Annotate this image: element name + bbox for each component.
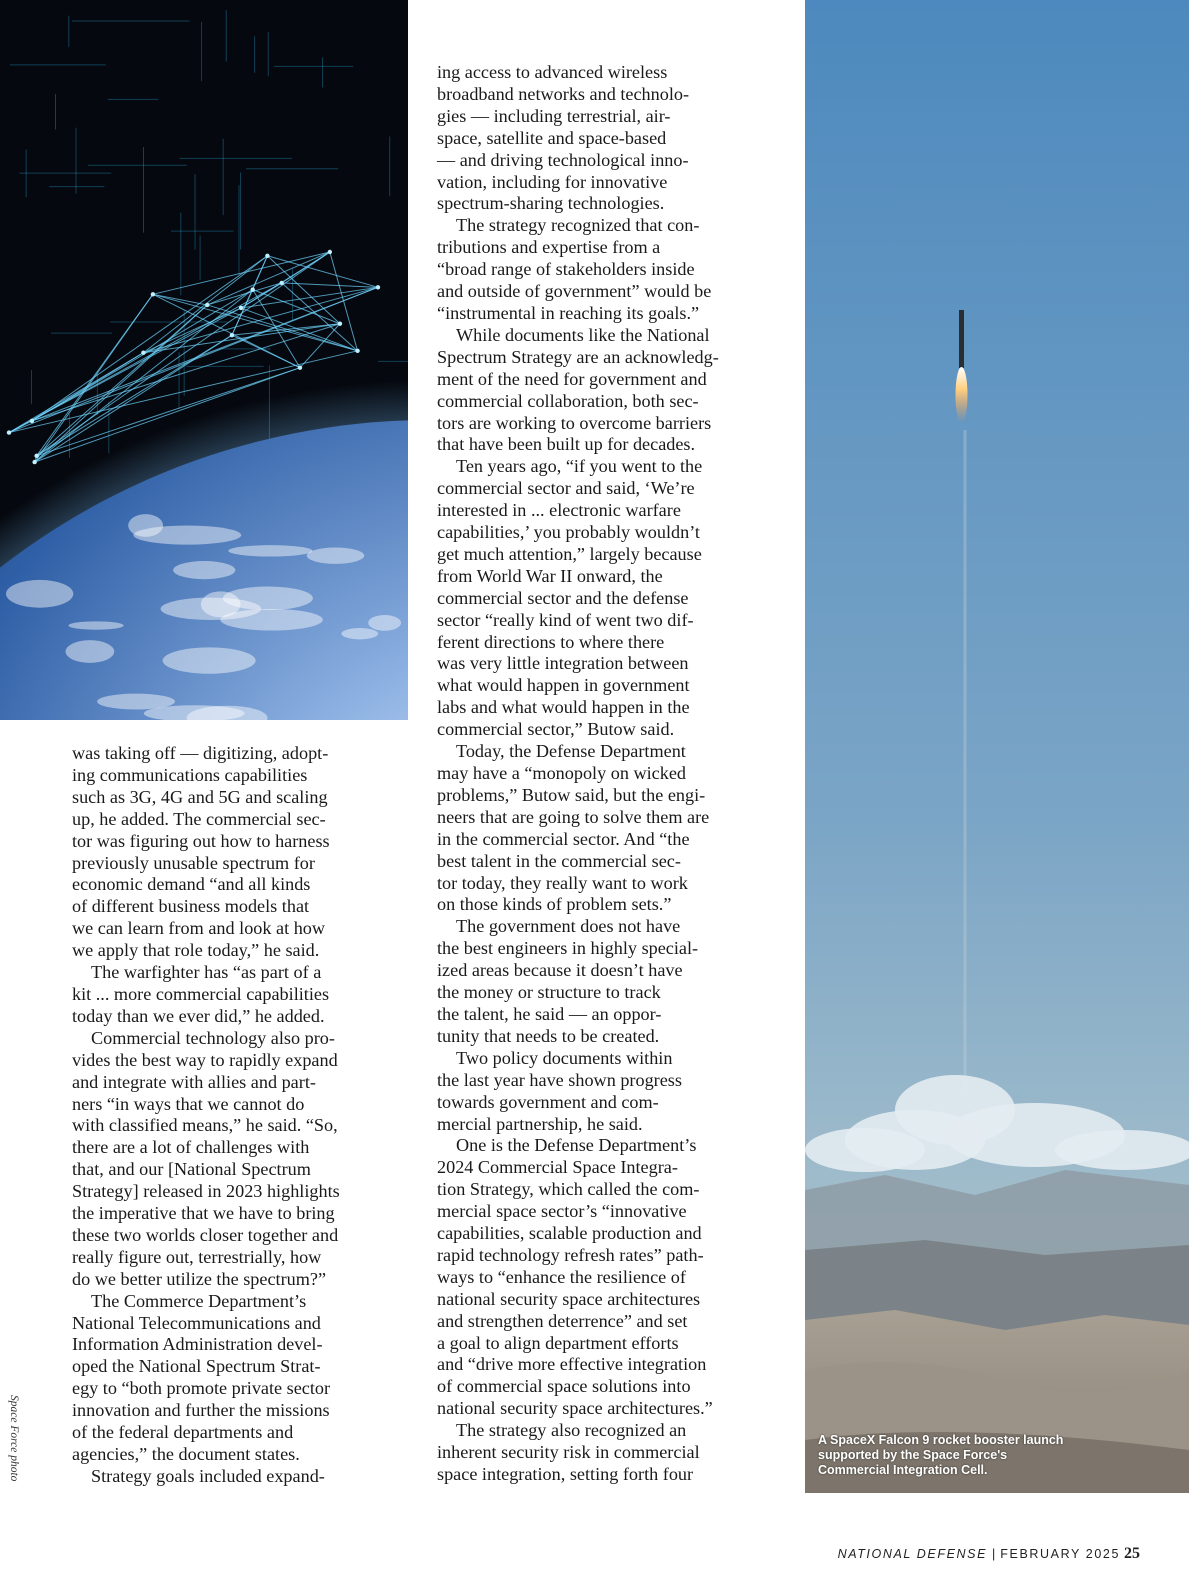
text-line: The warfighter has “as part of a <box>91 962 322 983</box>
text-line: While documents like the National <box>456 324 710 345</box>
text-line: Information Administration devel- <box>72 1334 323 1355</box>
text-line: the last year have shown progress <box>437 1069 682 1090</box>
text-line: of commercial space solutions into <box>437 1376 691 1397</box>
text-line: mercial partnership, he said. <box>437 1113 643 1134</box>
text-line: what would happen in government <box>437 675 690 696</box>
text-line: the best engineers in highly special- <box>437 938 699 959</box>
text-line: space, satellite and space-based <box>437 127 667 148</box>
rocket-launch-photo <box>805 0 1189 1493</box>
text-line: really figure out, terrestrially, how <box>72 1246 322 1267</box>
text-line: tunity that needs to be created. <box>437 1025 660 1046</box>
text-line: up, he added. The commercial sec- <box>72 808 326 829</box>
text-line: a goal to align department efforts <box>437 1332 679 1353</box>
text-line: gies — including terrestrial, air- <box>437 105 671 126</box>
text-line: tors are working to overcome barriers <box>437 412 712 433</box>
text-line: sector “really kind of went two dif- <box>437 609 694 630</box>
text-line: The strategy recognized that con- <box>456 215 700 236</box>
text-line: that, and our [National Spectrum <box>72 1159 311 1180</box>
text-line: capabilities, scalable production and <box>437 1223 702 1244</box>
text-line: “broad range of stakeholders inside <box>437 259 695 280</box>
text-line: neers that are going to solve them are <box>437 806 710 827</box>
text-line: 2024 Commercial Space Integra- <box>437 1157 678 1178</box>
text-line: tributions and expertise from a <box>437 237 661 258</box>
text-line: vides the best way to rapidly expand <box>72 1049 338 1070</box>
text-line: of the federal departments and <box>72 1422 294 1443</box>
text-line: ing access to advanced wireless <box>437 62 668 82</box>
text-line: best talent in the commercial sec- <box>437 850 681 871</box>
text-line: in the commercial sector. And “the <box>437 828 690 849</box>
text-line: spectrum-sharing technologies. <box>437 193 665 214</box>
text-line: ferent directions to where there <box>437 631 665 652</box>
text-line: get much attention,” largely because <box>437 543 702 564</box>
text-line: The strategy also recognized an <box>456 1420 687 1441</box>
text-line: may have a “monopoly on wicked <box>437 763 686 783</box>
text-line: economic demand “and all kinds <box>72 874 311 895</box>
text-line: innovation and further the missions <box>72 1400 330 1421</box>
footer-publication: NATIONAL DEFENSE <box>837 1547 988 1561</box>
text-line: the imperative that we have to bring <box>72 1203 335 1224</box>
text-line: today than we ever did,” he added. <box>72 1005 325 1026</box>
text-line: problems,” Butow said, but the engi- <box>437 784 706 805</box>
text-line: Commercial technology also pro- <box>91 1027 335 1048</box>
text-line: of different business models that <box>72 896 310 917</box>
text-line: Strategy goals included expand- <box>91 1465 325 1486</box>
text-line: and strengthen deterrence” and set <box>437 1310 688 1331</box>
photo-caption: A SpaceX Falcon 9 rocket booster launch supported by the Space Force's Commercial Integration Cell. <box>818 1433 1064 1477</box>
article-column-middle <box>437 62 782 1486</box>
text-line: previously unusable spectrum for <box>72 852 315 873</box>
text-line: and integrate with allies and part- <box>72 1071 316 1092</box>
text-line: One is the Defense Department’s <box>456 1135 697 1156</box>
text-line: inherent security risk in commercial <box>437 1442 700 1463</box>
text-line: vation, including for innovative <box>437 171 668 192</box>
text-line: commercial sector and said, ‘We’re <box>437 478 695 499</box>
text-line: and “drive more effective integration <box>437 1354 707 1375</box>
article-column-left <box>72 743 402 1488</box>
photo-credit-text: Space Force photo <box>8 1395 20 1482</box>
text-line: — and driving technological inno- <box>437 149 689 170</box>
text-line: oped the National Spectrum Strat- <box>72 1356 321 1377</box>
rocket-plume <box>956 367 968 423</box>
text-line: these two worlds closer together and <box>72 1224 339 1245</box>
text-line: ners “in ways that we cannot do <box>72 1093 305 1114</box>
text-line: there are a lot of challenges with <box>72 1137 310 1158</box>
rocket-body <box>959 310 964 368</box>
text-line: do we better utilize the spectrum?” <box>72 1268 327 1289</box>
text-line: The Commerce Department’s <box>91 1290 307 1311</box>
text-line: was taking off — digitizing, adopt- <box>72 743 329 763</box>
text-line: such as 3G, 4G and 5G and scaling <box>72 786 328 807</box>
text-line: we apply that role today,” he said. <box>72 940 320 961</box>
text-line: ing communications capabilities <box>72 764 308 785</box>
text-line: ways to “enhance the resilience of <box>437 1266 686 1287</box>
text-line: “instrumental in reaching its goals.” <box>437 302 700 323</box>
text-line: towards government and com- <box>437 1091 659 1112</box>
text-line: on those kinds of problem sets.” <box>437 894 672 915</box>
text-line: Strategy] released in 2023 highlights <box>72 1181 340 1202</box>
footer-separator: | <box>992 1547 996 1561</box>
text-line: broadband networks and technolo- <box>437 83 690 104</box>
text-line: that have been built up for decades. <box>437 434 696 455</box>
text-line: national security space architectures.” <box>437 1398 713 1419</box>
text-line: space integration, setting forth four <box>437 1464 694 1484</box>
text-line: commercial sector,” Butow said. <box>437 719 675 740</box>
text-line: tor was figuring out how to harness <box>72 830 330 851</box>
text-line: Spectrum Strategy are an acknowledg- <box>437 346 719 367</box>
photo-credit <box>8 1395 34 1490</box>
text-line: commercial sector and the defense <box>437 587 689 608</box>
text-line: commercial collaboration, both sec- <box>437 390 699 411</box>
text-line: mercial space sector’s “innovative <box>437 1201 687 1222</box>
page-number: 25 <box>1124 1545 1140 1562</box>
text-line: Today, the Defense Department <box>456 741 686 762</box>
text-line: with classified means,” he said. “So, <box>72 1115 338 1136</box>
text-line: interested in ... electronic warfare <box>437 500 681 521</box>
text-line: agencies,” the document states. <box>72 1444 300 1464</box>
text-line: the money or structure to track <box>437 982 661 1003</box>
footer-issue: FEBRUARY 2025 <box>1000 1547 1120 1561</box>
text-line: capabilities,’ you probably wouldn’t <box>437 522 700 543</box>
text-line: ized areas because it doesn’t have <box>437 960 683 981</box>
text-line: Two policy documents within <box>456 1047 673 1068</box>
text-line: Ten years ago, “if you went to the <box>456 456 703 477</box>
text-line: national security space architectures <box>437 1288 701 1309</box>
page-footer <box>838 1545 1140 1563</box>
earth-network-photo <box>0 0 408 720</box>
text-line: rapid technology refresh rates” path- <box>437 1244 704 1265</box>
text-line: from World War II onward, the <box>437 565 663 586</box>
text-line: tor today, they really want to work <box>437 872 688 893</box>
text-line: ment of the need for government and <box>437 368 707 389</box>
text-line: The government does not have <box>456 916 681 937</box>
text-line: labs and what would happen in the <box>437 697 690 718</box>
text-line: tion Strategy, which called the com- <box>437 1179 700 1200</box>
text-line: we can learn from and look at how <box>72 918 326 939</box>
text-line: and outside of government” would be <box>437 281 712 302</box>
text-line: National Telecommunications and <box>72 1312 321 1333</box>
text-line: the talent, he said — an oppor- <box>437 1003 662 1024</box>
text-line: egy to “both promote private sector <box>72 1378 331 1399</box>
text-line: kit ... more commercial capabilities <box>72 983 330 1004</box>
text-line: was very little integration between <box>437 653 689 674</box>
